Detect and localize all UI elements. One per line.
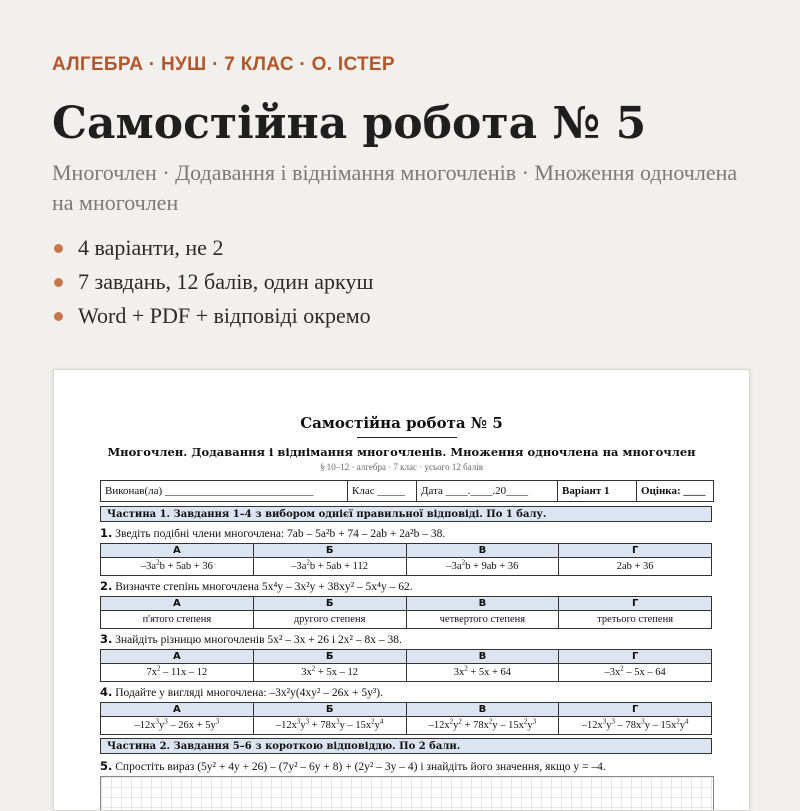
option-value[interactable]: $-12x^3y^3 - 26x + 5y^3$ bbox=[101, 717, 254, 735]
date-field: Дата ____.____.20____ bbox=[417, 481, 558, 501]
answer-grid[interactable] bbox=[100, 776, 714, 811]
class-field: Клас _____ bbox=[348, 481, 417, 501]
question-text: Спростіть вираз (5y² + 4y + 26) – (7y² – 6y + 8) + (2y² – 3y – 4) і знайдіть його значення, якщо y = –4. bbox=[115, 761, 606, 773]
option-value[interactable]: $-12x^3y^3 + 78x^3y - 15x^2y^4$ bbox=[253, 717, 406, 735]
grade-field: Оцінка: ____ bbox=[641, 485, 706, 497]
question-text: Знайдіть різницю многочленів 5x² – 3x + 26 і 2x² – 8x – 38. bbox=[115, 634, 402, 646]
option-value[interactable]: $-3a^2b + 9ab + 36$ bbox=[406, 558, 559, 576]
student-info-row bbox=[100, 480, 714, 502]
question-4 bbox=[100, 685, 383, 699]
option-letter: В bbox=[406, 703, 559, 717]
question-text: Зведіть подібні члени многочлена: 7ab – 5a²b + 74 – 2ab + 2a²b – 38. bbox=[115, 528, 446, 540]
option-value[interactable]: $-3a^2b + 5ab + 36$ bbox=[101, 558, 254, 576]
worksheet-preview bbox=[53, 369, 750, 811]
variant-field: Варіант 1 bbox=[558, 481, 637, 501]
option-letter: Б bbox=[253, 544, 406, 558]
option-value[interactable]: $7x^2 - 11x - 12$ bbox=[101, 664, 254, 682]
feature-item bbox=[52, 299, 373, 333]
feature-item bbox=[52, 265, 373, 299]
option-value[interactable]: $-3x^2 - 5x - 64$ bbox=[559, 664, 712, 682]
question-number: 2. bbox=[100, 579, 113, 593]
option-letter: Б bbox=[253, 597, 406, 611]
bullet-icon bbox=[54, 312, 63, 321]
option-letter: В bbox=[406, 650, 559, 664]
option-value[interactable]: $-3a^2b + 5ab + 112$ bbox=[253, 558, 406, 576]
option-letter: Г bbox=[559, 597, 712, 611]
feature-list bbox=[52, 231, 373, 333]
feature-item bbox=[52, 231, 373, 265]
option-letter: А bbox=[101, 650, 254, 664]
feature-label: 4 варіанти, не 2 bbox=[78, 235, 224, 260]
question-number: 5. bbox=[100, 759, 113, 773]
question-text: Визначте степінь многочлена 5x⁴y – 3x²y + 38xy² – 5x⁴y – 62. bbox=[115, 581, 413, 593]
option-value[interactable]: $3x^2 + 5x - 12$ bbox=[253, 664, 406, 682]
option-value[interactable]: $-12x^3y^3 - 78x^3y - 15x^2y^4$ bbox=[559, 717, 712, 735]
answer-options-4 bbox=[100, 702, 712, 735]
option-value[interactable]: третього степеня bbox=[559, 611, 712, 629]
document-title: Самостійна робота № 5 bbox=[300, 414, 503, 432]
bullet-icon bbox=[54, 278, 63, 287]
answer-options-2 bbox=[100, 596, 712, 629]
option-value[interactable]: $3x^2 + 5x + 64$ bbox=[406, 664, 559, 682]
section-header-part2: Частина 2. Завдання 5–6 з короткою відповіддю. По 2 бали. bbox=[100, 738, 712, 754]
feature-label: Word + PDF + відповіді окремо bbox=[78, 303, 371, 328]
option-letter: Г bbox=[559, 703, 712, 717]
name-field: Виконав(ла) ___________________________ bbox=[101, 481, 348, 501]
option-letter: А bbox=[101, 597, 254, 611]
option-letter: В bbox=[406, 544, 559, 558]
document-subtitle: Многочлен. Додавання і віднімання многочленів. Множення одночлена на многочлен bbox=[107, 445, 696, 459]
option-letter: Б bbox=[253, 703, 406, 717]
feature-label: 7 завдань, 12 балів, один аркуш bbox=[78, 269, 374, 294]
title-underline bbox=[357, 437, 457, 438]
option-letter: А bbox=[101, 703, 254, 717]
course-eyebrow: АЛГЕБРА · НУШ · 7 КЛАС · О. ІСТЕР bbox=[52, 54, 395, 75]
option-value[interactable]: 2ab + 36 bbox=[559, 558, 712, 576]
question-number: 3. bbox=[100, 632, 113, 646]
bullet-icon bbox=[54, 244, 63, 253]
document-meta: § 10–12 · алгебра · 7 клас · усього 12 балів bbox=[319, 462, 483, 472]
section-header-part1: Частина 1. Завдання 1–4 з вибором однієї правильної відповіді. По 1 балу. bbox=[100, 506, 712, 522]
question-3 bbox=[100, 632, 402, 646]
option-letter: В bbox=[406, 597, 559, 611]
question-5 bbox=[100, 759, 606, 773]
page-subtitle: Многочлен · Додавання і віднімання многочленів · Множення одночлена на многочлен bbox=[52, 160, 738, 215]
question-2 bbox=[100, 579, 413, 593]
option-value[interactable]: п'ятого степеня bbox=[101, 611, 254, 629]
page-title: Самостійна робота № 5 bbox=[52, 98, 647, 149]
question-text: Подайте у вигляді многочлена: –3x²y(4xy² – 26x + 5y³). bbox=[115, 687, 384, 699]
answer-options-3 bbox=[100, 649, 712, 682]
option-letter: Г bbox=[559, 544, 712, 558]
question-number: 4. bbox=[100, 685, 113, 699]
answer-options-1 bbox=[100, 543, 712, 576]
option-letter: Б bbox=[253, 650, 406, 664]
option-value[interactable]: $-12x^2y^2 + 78x^2y - 15x^2y^3$ bbox=[406, 717, 559, 735]
question-1 bbox=[100, 526, 445, 540]
option-value[interactable]: другого степеня bbox=[253, 611, 406, 629]
option-letter: Г bbox=[559, 650, 712, 664]
option-value[interactable]: четвертого степеня bbox=[406, 611, 559, 629]
question-number: 1. bbox=[100, 526, 113, 540]
option-letter: А bbox=[101, 544, 254, 558]
